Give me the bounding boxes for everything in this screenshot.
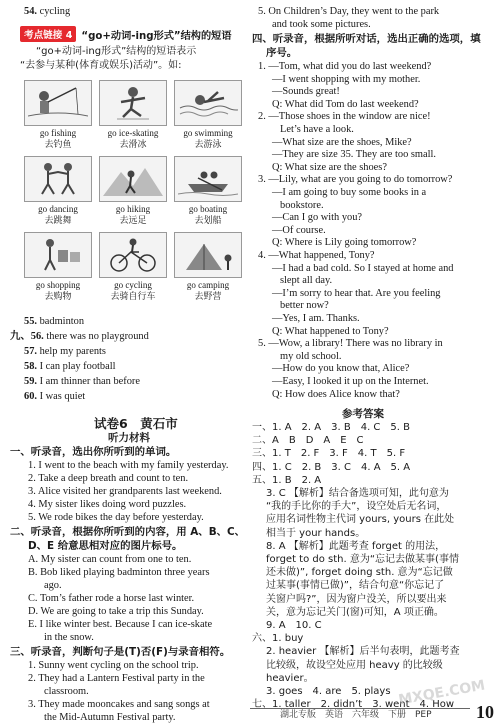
paper-title: 试卷6 黄石市 (94, 416, 178, 431)
sec1-item-3: 3. Alice visited her grandparents last weekend. (28, 486, 222, 497)
answer-key-line: 一、1. A 2. A 3. B 4. C 5. B (252, 422, 410, 433)
sec2-item-b: B. Bob liked playing badminton three years (28, 567, 210, 578)
dialog-line: —Sounds great! (272, 86, 340, 98)
tip-title: “go+动词-ing形式”结构的短语 (81, 30, 232, 42)
answer-key-line: 应用名词性物主代词 yours, yours 在此处 (266, 514, 455, 526)
sec3-item-1: 1. Sunny went cycling on the school trip. (28, 660, 199, 671)
fishing-icon (24, 80, 92, 126)
dialog-line: —I’m sorry to hear that. Are you feeling (272, 287, 441, 299)
sec2-item-b-cont: ago. (44, 580, 62, 591)
answer-key-line: forget to do sth. 意为“忘记去做某事(事情 (266, 554, 459, 565)
dialog-line: —Yes, I am. Thanks. (272, 313, 360, 324)
section-2-title-cont: D、E 给意思相对应的图片标号。 (28, 540, 183, 552)
answer-key-line: 三、1. T 2. F 3. F 4. T 5. F (252, 448, 406, 460)
dialog-line: 2. —Those shoes in the window are nice! (258, 111, 431, 123)
answer-key-line: 关窗户吗?”，因为窗户没关，所以要出来 (266, 593, 447, 605)
swimming-icon (174, 80, 242, 126)
dialog-line: —I had a bad cold. So I stayed at home and (272, 262, 454, 274)
answer-58: 58. I can play football (24, 361, 116, 372)
answer-56: 九、56. there was no playground (10, 331, 149, 342)
sec1-item-2: 2. Take a deep breath and count to ten. (28, 473, 189, 484)
skating-icon (99, 80, 167, 126)
dialog-line: Q: How does Alice know that? (272, 388, 400, 400)
dialog-line: Q: What size are the shoes? (272, 161, 387, 173)
sec3-item-5-cont: and took some pictures. (272, 19, 371, 30)
answer-key-line: heavier。 (266, 672, 314, 684)
sec3-item-3-cont: the Mid-Autumn Festival party. (44, 712, 176, 723)
picture-go-swimming: go swimming 去游泳 (174, 80, 242, 150)
section-1-title: 一、听录音，选出你所听到的单词。 (10, 446, 177, 458)
tip-intro-2: “去参与某种(体育或娱乐)活动”。如: (20, 60, 182, 71)
dialog-line: Let’s have a look. (280, 124, 354, 135)
tip-badge: 考点链接 4 (20, 26, 76, 42)
dialog-line: my old school. (280, 350, 342, 362)
picture-go-hiking: go hiking 去远足 (99, 156, 167, 226)
picture-go-camping: go camping 去野营 (174, 232, 242, 302)
sec3-item-5: 5. On Children’s Day, they went to the park (258, 6, 440, 17)
answer-key-line: 2. heavier 【解析】后半句表明，此题考查 (266, 646, 460, 658)
sec2-item-e: E. I like winter best. Because I can ice-skate (28, 619, 213, 630)
answer-key-line: 还未做)”, forget doing sth. 意为“忘记做 (266, 567, 453, 579)
answer-key-title: 参考答案 (342, 408, 384, 420)
boating-icon (174, 156, 242, 202)
sec3-item-3: 3. They made mooncakes and sang songs at (28, 699, 210, 710)
answer-60: 60. I was quiet (24, 391, 86, 402)
footer-text: 湖北专版 英语 六年级 下册 PEP (280, 710, 432, 720)
dialog-line: —They are size 35. They are too small. (272, 149, 436, 161)
sec1-item-5: 5. We rode bikes the day before yesterday. (28, 512, 204, 523)
answer-key-line: 七、1. taller 2. didn’t 3. went 4. How (252, 699, 455, 711)
answer-55: 55. badminton (24, 316, 85, 327)
sec2-item-c: C. Tom’s father rode a horse last winter. (28, 593, 195, 604)
tip-banner (20, 26, 232, 42)
answer-key-line: 过某事(事情已做)”，结合句意“你忘记了 (266, 580, 445, 592)
dialog-line: 5. —Wow, a library! There was no library in (258, 338, 443, 350)
answer-key-line: “我的手比你的手大”，设空处后无名词， (266, 501, 447, 513)
picture-go-ice-skating: go ice-skating 去滑冰 (99, 80, 167, 150)
camping-icon (174, 232, 242, 278)
dancing-icon (24, 156, 92, 202)
section-2-title: 二、听录音，根据你所听到的内容，用 A、B、C、 (10, 526, 246, 538)
answer-key-line: 二、A B D A E C (252, 435, 364, 447)
shopping-icon (24, 232, 92, 278)
sec1-item-4: 4. My sister likes doing word puzzles. (28, 499, 187, 510)
answer-key-line: 六、1. buy (252, 633, 304, 645)
section-4-title: 四、听录音，根据所听对话，选出正确的选项，填 (252, 33, 481, 45)
dialog-line: —Of course. (272, 224, 326, 236)
cycling-icon (99, 232, 167, 278)
sec3-item-2: 2. They had a Lantern Festival party in the (28, 673, 205, 684)
dialog-line: 1. —Tom, what did you do last weekend? (258, 61, 432, 72)
dialog-line: Q: What did Tom do last weekend? (272, 98, 419, 110)
dialog-line: —How do you know that, Alice? (272, 363, 410, 375)
answer-57: 57. help my parents (24, 346, 106, 357)
dialog-line: —I am going to buy some books in a (272, 187, 427, 198)
hiking-icon (99, 156, 167, 202)
dialog-line: —I went shopping with my mother. (272, 73, 421, 85)
dialog-line: better now? (280, 300, 329, 312)
section-3-title: 三、听录音，判断句子是(T)否(F)与录音相符。 (10, 646, 231, 658)
answer-59: 59. I am thinner than before (24, 376, 140, 387)
answer-key-line: 9. A 10. C (266, 620, 322, 631)
listening-material-title: 听力材料 (108, 432, 150, 444)
sec2-item-d: D. We are going to take a trip this Sunday. (28, 606, 204, 617)
page-number: 10 (476, 702, 494, 722)
answer-key-line: 3. C 【解析】结合备选项可知，此句意为 (266, 488, 449, 499)
answer-key-line: 8. A 【解析】此题考查 forget 的用法， (266, 540, 446, 552)
dialog-line: 4. —What happened, Tony? (258, 250, 375, 261)
answer-key-line: 五、1. B 2. A (252, 474, 322, 486)
dialog-line: slept all day. (280, 275, 333, 287)
picture-go-shopping: go shopping 去购物 (24, 232, 92, 302)
picture-go-fishing: go fishing 去钓鱼 (24, 80, 92, 150)
picture-go-boating: go boating 去划船 (174, 156, 242, 226)
dialog-line: Q: What happened to Tony? (272, 325, 389, 337)
picture-go-dancing: go dancing 去跳舞 (24, 156, 92, 226)
dialog-line: —What size are the shoes, Mike? (272, 136, 412, 148)
dialog-line: 3. —Lily, what are you going to do tomorrow? (258, 174, 453, 186)
answer-54: 54. cycling (24, 6, 71, 17)
answer-key-line: 关，意为忘记关门(窗)可知，A 项正确。 (266, 606, 444, 618)
dialog-line: —Can I go with you? (272, 212, 363, 224)
dialog-line: Q: Where is Lily going tomorrow? (272, 237, 417, 249)
answer-key-line: 四、1. C 2. B 3. C 4. A 5. A (252, 461, 411, 473)
sec2-item-e-cont: in the snow. (44, 632, 94, 643)
sec2-item-a: A. My sister can count from one to ten. (28, 554, 192, 565)
dialog-line: —Easy, I looked it up on the Internet. (272, 376, 429, 387)
answer-key-line: 3. goes 4. are 5. plays (266, 686, 391, 697)
section-4-title-cont: 序号。 (266, 47, 298, 59)
sec1-item-1: 1. I went to the beach with my family yesterday. (28, 460, 229, 471)
sec3-item-2-cont: classroom. (44, 686, 89, 697)
tip-intro-1: “go+动词-ing形式”结构的短语表示 (36, 46, 197, 57)
answer-key-line: 相当于 your hands。 (266, 527, 366, 539)
dialog-line: bookstore. (280, 199, 324, 211)
answer-key-line: 比较级，故设空处应用 heavy 的比较级 (266, 659, 443, 671)
picture-go-cycling: go cycling 去骑自行车 (99, 232, 167, 302)
watermark: MXQE.COM (397, 677, 487, 709)
